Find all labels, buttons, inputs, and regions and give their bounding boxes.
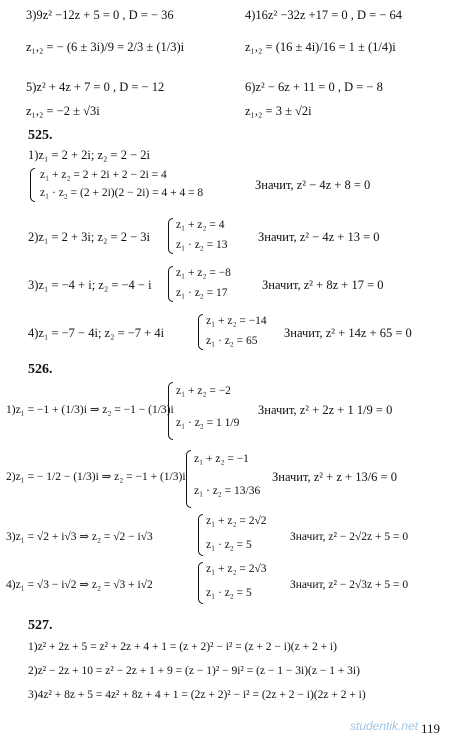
eq-5-roots: z₁,₂ = −2 ± √3i (26, 104, 100, 118)
p525-4-given: 4)z₁ = −7 − 4i; z₂ = −7 + 4i (28, 326, 165, 340)
brace-526-2 (186, 450, 191, 508)
brace-526-1 (168, 382, 173, 440)
p526-3-given: 3)z₁ = √2 + i√3 ⇒ z₂ = √2 − i√3 (6, 531, 153, 543)
brace-525-3 (168, 266, 173, 302)
p527-3: 3)4z² + 8z + 5 = 4z² + 8z + 4 + 1 = (2z + 2)² − i² = (2z + 2 − i)(2z + 2 + i) (28, 689, 366, 701)
p527-1: 1)z² + 2z + 5 = z² + 2z + 4 + 1 = (z + 2)² − i² = (z + 2 − i)(z + 2 + i) (28, 641, 337, 653)
p525-1-sum: z₁ + z₂ = 2 + 2i + 2 − 2i = 4 (40, 169, 167, 181)
brace-526-4 (198, 562, 203, 604)
page-number: 119 (421, 721, 441, 736)
p525-3-given: 3)z₁ = −4 + i; z₂ = −4 − i (28, 278, 152, 292)
p526-1-given: 1)z₁ = −1 + (1/3)i ⇒ z₂ = −1 − (1/3)i (6, 404, 174, 416)
brace-525-1 (30, 168, 35, 202)
p527-2: 2)z² − 2z + 10 = z² − 2z + 1 + 9 = (z − 1)² − 9i² = (z − 1 − 3i)(z − 1 + 3i) (28, 665, 360, 677)
p525-2-prod: z₁ · z₂ = 13 (176, 239, 228, 251)
p526-2-given: 2)z₁ = − 1/2 − (1/3)i ⇒ z₂ = −1 + (1/3)i (6, 471, 186, 483)
p525-1-prod: z₁ · z₂ = (2 + 2i)(2 − 2i) = 4 + 4 = 8 (40, 187, 204, 199)
p526-4-sum: z₁ + z₂ = 2√3 (206, 563, 267, 575)
p525-1-result: Значит, z² − 4z + 8 = 0 (255, 178, 371, 192)
p525-2-result: Значит, z² − 4z + 13 = 0 (258, 230, 380, 244)
p525-2-sum: z₁ + z₂ = 4 (176, 219, 225, 231)
p526-3-result: Значит, z² − 2√2z + 5 = 0 (290, 531, 409, 543)
heading-527: 527. (28, 618, 53, 633)
heading-525: 525. (28, 128, 53, 143)
p526-4-prod: z₁ · z₂ = 5 (206, 587, 252, 599)
heading-526: 526. (28, 362, 53, 377)
p526-4-result: Значит, z² − 2√3z + 5 = 0 (290, 579, 409, 591)
watermark-logo: studentik.net (350, 719, 419, 733)
p526-1-prod: z₁ · z₂ = 1 1/9 (176, 417, 240, 429)
p525-3-result: Значит, z² + 8z + 17 = 0 (262, 278, 384, 292)
p526-2-prod: z₁ · z₂ = 13/36 (194, 485, 261, 497)
brace-525-4 (198, 314, 203, 350)
p526-4-given: 4)z₁ = √3 − i√2 ⇒ z₂ = √3 + i√2 (6, 579, 153, 591)
p526-2-result: Значит, z² + z + 13/6 = 0 (272, 470, 397, 484)
p525-2-given: 2)z₁ = 2 + 3i; z₂ = 2 − 3i (28, 230, 150, 244)
p525-4-sum: z₁ + z₂ = −14 (206, 315, 267, 327)
p525-3-prod: z₁ · z₂ = 17 (176, 287, 228, 299)
eq-3-roots: z₁,₂ = − (6 ± 3i)/9 = 2/3 ± (1/3)i (26, 40, 185, 54)
p526-3-prod: z₁ · z₂ = 5 (206, 539, 252, 551)
p526-3-sum: z₁ + z₂ = 2√2 (206, 515, 267, 527)
p526-2-sum: z₁ + z₂ = −1 (194, 453, 249, 465)
p526-1-sum: z₁ + z₂ = −2 (176, 385, 231, 397)
p525-4-prod: z₁ · z₂ = 65 (206, 335, 258, 347)
brace-526-3 (198, 514, 203, 556)
brace-525-2 (168, 218, 173, 254)
eq-4-line: 4)16z² −32z +17 = 0 , D = − 64 (245, 8, 403, 22)
eq-5-line: 5)z² + 4z + 7 = 0 , D = − 12 (26, 80, 165, 94)
eq-6-roots: z₁,₂ = 3 ± √2i (245, 104, 312, 118)
eq-4-roots: z₁,₂ = (16 ± 4i)/16 = 1 ± (1/4)i (245, 40, 396, 54)
p525-4-result: Значит, z² + 14z + 65 = 0 (284, 326, 412, 340)
eq-3-line: 3)9z² −12z + 5 = 0 , D = − 36 (26, 8, 174, 22)
eq-6-line: 6)z² − 6z + 11 = 0 , D = − 8 (245, 80, 383, 94)
p525-3-sum: z₁ + z₂ = −8 (176, 267, 231, 279)
p526-1-result: Значит, z² + 2z + 1 1/9 = 0 (258, 403, 393, 417)
p525-1-given: 1)z₁ = 2 + 2i; z₂ = 2 − 2i (28, 148, 150, 162)
